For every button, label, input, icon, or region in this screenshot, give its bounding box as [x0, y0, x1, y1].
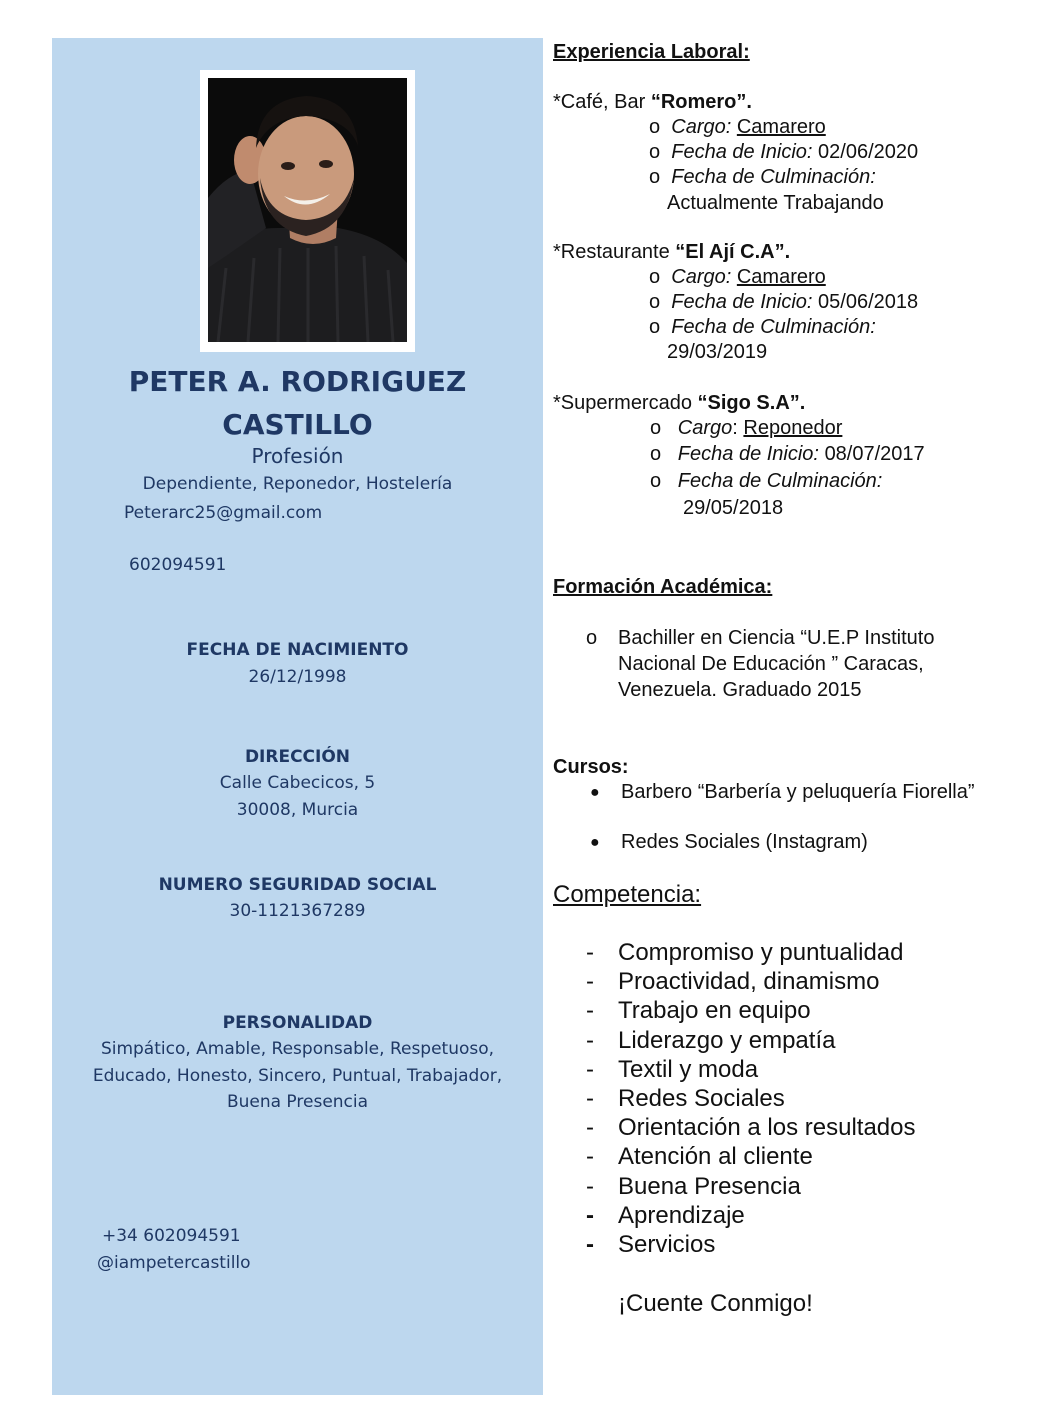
address-line2: 30008, Murcia [236, 800, 359, 820]
job-1-start [649, 141, 918, 164]
closing-message: ¡Cuente Conmigo! [618, 1290, 813, 1317]
portrait-illustration [208, 78, 407, 342]
job-1-prefix: *Café, Bar [553, 91, 651, 113]
start-value: 05/06/2018 [818, 291, 919, 313]
sub-bullet-icon: o [649, 116, 661, 138]
job-2-start [649, 291, 918, 314]
job-2-end-value: 29/03/2019 [667, 341, 768, 363]
profession-label: Profesión [251, 444, 344, 468]
birth-date-value: 26/12/1998 [248, 667, 347, 687]
profile-photo-frame [200, 70, 415, 352]
full-name-line2: CASTILLO [222, 408, 373, 441]
course-bullet-icon: ● [590, 834, 600, 851]
cargo-label: Cargo [677, 417, 733, 439]
personality-line2: Educado, Honesto, Sincero, Puntual, Trabajador, [92, 1066, 503, 1086]
sub-bullet-icon: o [649, 166, 661, 188]
dash-bullet-icon: - [586, 1085, 594, 1112]
education-bullet: o [586, 627, 598, 649]
profession-value: Dependiente, Reponedor, Hostelería [142, 474, 453, 494]
education-heading: Formación Académica: [553, 576, 773, 598]
personality-heading: PERSONALIDAD [222, 1013, 373, 1033]
job-1-cargo [649, 116, 826, 139]
sub-bullet-icon: o [649, 266, 661, 288]
job-3-end-value: 29/05/2018 [683, 497, 784, 519]
start-value: 08/07/2017 [824, 443, 925, 465]
end-label: Fecha de Culminación: [671, 166, 876, 188]
job-3-cargo: o Cargo: Reponedor [650, 417, 843, 439]
job-2-title [553, 241, 790, 264]
competencies-heading: Competencia: [553, 881, 702, 908]
dash-bullet-icon: - [586, 1056, 594, 1083]
dash-bullet-icon: - [586, 939, 594, 966]
birth-date-heading: FECHA DE NACIMIENTO [186, 640, 409, 660]
dash-bullet-icon: - [586, 1202, 594, 1229]
job-3-title [553, 392, 805, 415]
international-phone: +34 602094591 [102, 1226, 241, 1246]
personality-line3: Buena Presencia [226, 1092, 369, 1112]
dash-bullet-icon: - [586, 997, 594, 1024]
job-2-cargo [649, 266, 826, 289]
sub-bullet-icon: o [649, 141, 661, 163]
cargo-value: Reponedor [743, 417, 843, 439]
job-3-end [650, 470, 882, 493]
competency-item: Liderazgo y empatía [618, 1027, 836, 1054]
competency-item: Servicios [618, 1231, 716, 1258]
job-2-company: “El Ají C.A”. [675, 241, 791, 263]
cargo-label: Cargo: [671, 116, 732, 138]
start-label: Fecha de Inicio: [671, 291, 813, 313]
dash-bullet-icon: - [586, 1027, 594, 1054]
education-line1: Bachiller en Ciencia “U.E.P Instituto [618, 627, 935, 649]
competency-item: Redes Sociales [618, 1085, 785, 1112]
competency-item: Orientación a los resultados [618, 1114, 916, 1141]
social-handle: @iampetercastillo [97, 1253, 251, 1273]
dash-bullet-icon: - [586, 1231, 594, 1258]
start-value: 02/06/2020 [818, 141, 919, 163]
start-label: Fecha de Inicio: [677, 443, 819, 465]
education-line3: Venezuela. Graduado 2015 [618, 679, 862, 701]
job-3-prefix: *Supermercado [553, 392, 698, 414]
job-2-end [649, 316, 876, 339]
job-1-title [553, 91, 752, 114]
social-security-value: 30-1121367289 [229, 901, 366, 921]
sub-bullet-icon: o [650, 417, 662, 439]
personality-line1: Simpático, Amable, Responsable, Respetuoso, [100, 1039, 495, 1059]
courses-heading: Cursos: [553, 756, 629, 778]
job-3-start [650, 443, 925, 466]
competency-item: Aprendizaje [618, 1202, 745, 1229]
social-security-heading: NUMERO SEGURIDAD SOCIAL [158, 875, 437, 895]
competency-item: Buena Presencia [618, 1173, 801, 1200]
sub-bullet-icon: o [649, 291, 661, 313]
education-line2: Nacional De Educación ” Caracas, [618, 653, 924, 675]
profile-photo [208, 78, 407, 342]
job-1-end-value: Actualmente Trabajando [667, 192, 884, 214]
competency-item: Textil y moda [618, 1056, 759, 1083]
dash-bullet-icon: - [586, 1114, 594, 1141]
sub-bullet-icon: o [649, 316, 661, 338]
dash-bullet-icon: - [586, 968, 594, 995]
sidebar [52, 38, 543, 1395]
full-name-line1: PETER A. RODRIGUEZ [128, 365, 467, 398]
dash-bullet-icon: - [586, 1143, 594, 1170]
sub-bullet-icon: o [650, 443, 662, 465]
dash-bullet-icon: - [586, 1173, 594, 1200]
competency-item: Compromiso y puntualidad [618, 939, 904, 966]
competency-item: Trabajo en equipo [618, 997, 811, 1024]
course-item-2: Redes Sociales (Instagram) [621, 831, 868, 853]
end-label: Fecha de Culminación: [677, 470, 883, 492]
course-item-1: Barbero “Barbería y peluquería Fiorella” [621, 781, 975, 803]
competency-item: Atención al cliente [618, 1143, 813, 1170]
start-label: Fecha de Inicio: [671, 141, 813, 163]
sub-bullet-icon: o [650, 470, 662, 492]
cargo-value: Camarero [736, 266, 826, 288]
competency-item: Proactividad, dinamismo [618, 968, 880, 995]
phone-text: 602094591 [129, 555, 227, 575]
cargo-value: Camarero [736, 116, 826, 138]
course-bullet-icon: ● [590, 784, 600, 801]
end-label: Fecha de Culminación: [671, 316, 876, 338]
email-text: Peterarc25@gmail.com [124, 503, 323, 523]
job-1-end [649, 166, 876, 189]
experience-heading: Experiencia Laboral: [553, 41, 750, 63]
job-2-prefix: *Restaurante [553, 241, 676, 263]
job-3-company: “Sigo S.A”. [697, 392, 806, 414]
job-1-company: “Romero”. [650, 91, 752, 113]
address-heading: DIRECCIÓN [244, 747, 351, 767]
address-line1: Calle Cabecicos, 5 [219, 773, 376, 793]
cargo-label: Cargo: [671, 266, 732, 288]
